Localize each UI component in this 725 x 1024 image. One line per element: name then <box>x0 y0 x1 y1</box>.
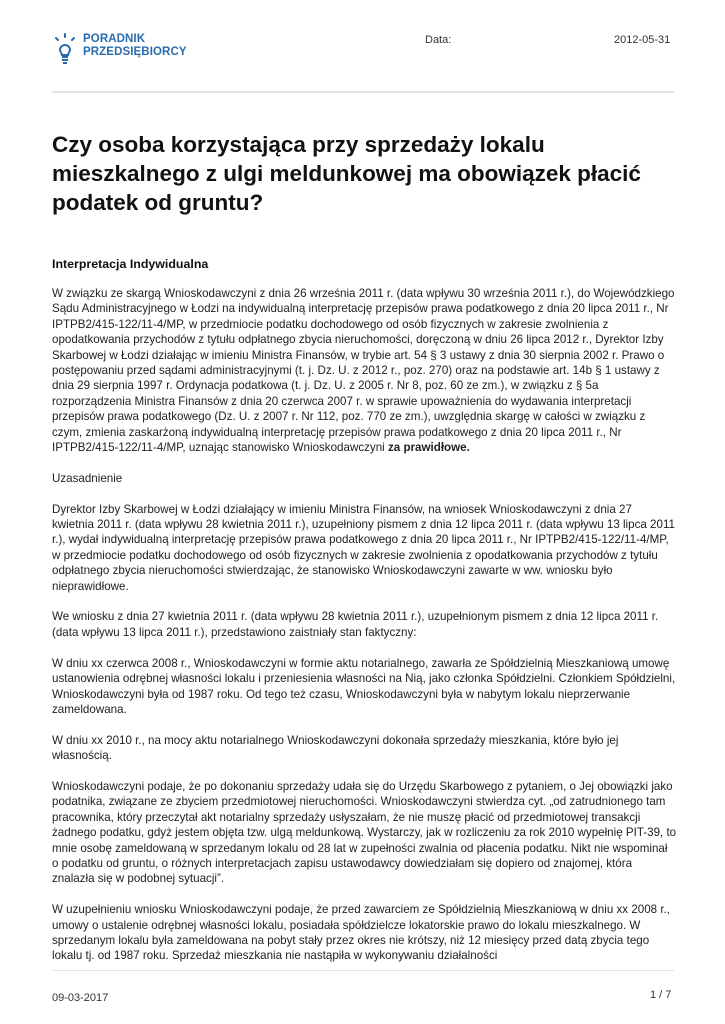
paragraph: W dniu xx 2010 r., na mocy aktu notarialnego Wnioskodawczyni dokonała sprzedaży mieszkania, które było jej własnością. <box>52 733 619 763</box>
paragraph: Dyrektor Izby Skarbowej w Łodzi działający w imieniu Ministra Finansów, na wniosek Wnioskodawczyni z dnia 27 kwietnia 2011 r. (data wpływu 28 kwietnia 2011 r.), uzupełniony pismem z dnia 12 lipca 2011 r. (data wpływu 13 lipca 2011 r.), wydał indywidualną interpretację przepisów prawa podatkowego z dnia 20 lipca 2011 r., Nr IPTPB2/415-122/11-4/MP, w przedmiocie podatku dochodowego od osób fizycznych w zakresie zwolnienia z opodatkowania przychodów z tytułu odpłatnego zbycia nieruchomości stwierdzając, że stanowisko Wnioskodawczyni zawarte w ww. wniosku było nieprawidłowe. <box>52 502 675 593</box>
paragraph: W dniu xx czerwca 2008 r., Wnioskodawczyni w formie aktu notarialnego, zawarła ze Spółdzielnią Mieszkaniową umowę ustanowienia odrębnej własności lokalu i przeniesienia własności na Nią, jako członka Spółdzielni. Członkiem Spółdzielni, Wnioskodawczyni była od 1987 roku. Od tego też czasu, Wnioskodawczyni była w nabytym lokalu nieprzerwanie zameldowana. <box>52 656 676 716</box>
footer-divider <box>52 970 674 971</box>
logo-text <box>83 33 187 59</box>
logo-line-2: PRZEDSIĘBIORCY <box>83 46 187 58</box>
paragraph: Wnioskodawczyni podaje, że po dokonaniu sprzedaży udała się do Urzędu Skarbowego z pytaniem, o Jej obowiązki jako podatnika, związane ze zbyciem przedmiotowej nieruchomości. Wnioskodawczyni stwierdza cyt. „od zatrudnionego tam pracownika, który przeczytał akt notarialny sprzedaży usłyszałam, że nie muszę płacić od przedmiotowej transakcji żadnego podatku, gdyż jestem objęta tzw. ulgą meldunkową. Wystarczy, jak w rozliczeniu za rok 2010 wypełnię PIT-39, to mnie osobę zameldowaną w sprzedanym lokalu od 28 lat w zupełności zwalnia od płacenia podatku. Nikt nie wspominał o podatku od gruntu, o różnych interpretacjach zapisu ustawodawcy dowiedziałam się dopiero od znajomej, która znalazła się w podobnej sytuacji”. <box>52 779 677 886</box>
header-date-label: Data: <box>425 34 452 46</box>
header-divider <box>52 91 674 93</box>
paragraph: W uzupełnieniu wniosku Wnioskodawczyni podaje, że przed zawarciem ze Spółdzielnią Mieszkaniową w dniu xx 2008 r., umowy o ustalenie odrębnej własności lokalu, posiadała spółdzielcze lokatorskie prawo do lokalu mieszkalnego. W sprzedanym lokalu była zameldowana na pobyt stały przez okres nie krótszy, niż 12 miesięcy przed datą zbycia tego lokalu tj. od 1987 roku. Sprzedaż mieszkania nie nastąpiła w wykonywaniu działalności <box>52 903 670 963</box>
paragraph <box>52 286 677 455</box>
page-number: 1 / 7 <box>650 989 672 1001</box>
paragraph-bold-text: za prawidłowe. <box>387 441 470 455</box>
paragraph: We wniosku z dnia 27 kwietnia 2011 r. (data wpływu 28 kwietnia 2011 r.), uzupełnionym pismem z dnia 12 lipca 2011 r. (data wpływu 13 lipca 2011 r.), przedstawiono zaistniały stan faktyczny: <box>52 610 659 639</box>
section-title: Interpretacja Indywidualna <box>52 257 209 271</box>
paragraph-text: W związku ze skargą Wnioskodawczyni z dnia 26 września 2011 r. (data wpływu 30 września 2011 r.), do Wojewódzkiego Sądu Administracyjnego w Łodzi na indywidualną interpretację przepisów prawa podatkowego z dnia 20 lipca 2011 r., Nr IPTPB2/415-122/11-4/MP, w przedmiocie podatku dochodowego od osób fizycznych w zakresie zwolnienia z opodatkowania przychodów z tytułu odpłatnego zbycia nieruchomości, doręczoną w dniu 26 lipca 2012 r., Dyrektor Izby Skarbowej w Łodzi działając w imieniu Ministra Finansów, w trybie art. 54 § 3 ustawy z dnia 30 sierpnia 2002 r. Prawo o postępowaniu przed sądami administracyjnymi (t. j. Dz. U. z 2012 r., poz. 270) oraz na podstawie art. 14b § 1 ustawy z dnia 29 sierpnia 1997 r. Ordynacja podatkowa (t. j. Dz. U. z 2005 r. Nr 8, poz. 60 ze zm.), w związku z § 5a rozporządzenia Ministra Finansów z dnia 20 czerwca 2007 r. w sprawie upoważnienia do wydawania interpretacji przepisów prawa podatkowego (Dz. U. z 2007 r. Nr 112, poz. 770 ze zm.), uwzględnia skargę w całości w związku z czym, zmienia zaskarżoną indywidualną interpretację przepisów prawa podatkowego z dnia 20 lipca 2011 r., Nr IPTPB2/415-122/11-4/MP, uznając stanowisko Wnioskodawczyni <box>52 287 675 455</box>
footer-date: 09-03-2017 <box>52 992 109 1004</box>
logo <box>52 33 187 67</box>
logo-line-1: PORADNIK <box>83 33 146 45</box>
lightbulb-icon <box>52 33 78 67</box>
paragraph-heading: Uzasadnienie <box>52 471 123 485</box>
document-body <box>52 286 677 979</box>
header-date-value: 2012-05-31 <box>614 34 671 46</box>
page-title: Czy osoba korzystająca przy sprzedaży lokalu mieszkalnego z ulgi meldunkowej ma obowiązek płacić podatek od gruntu? <box>52 132 641 215</box>
